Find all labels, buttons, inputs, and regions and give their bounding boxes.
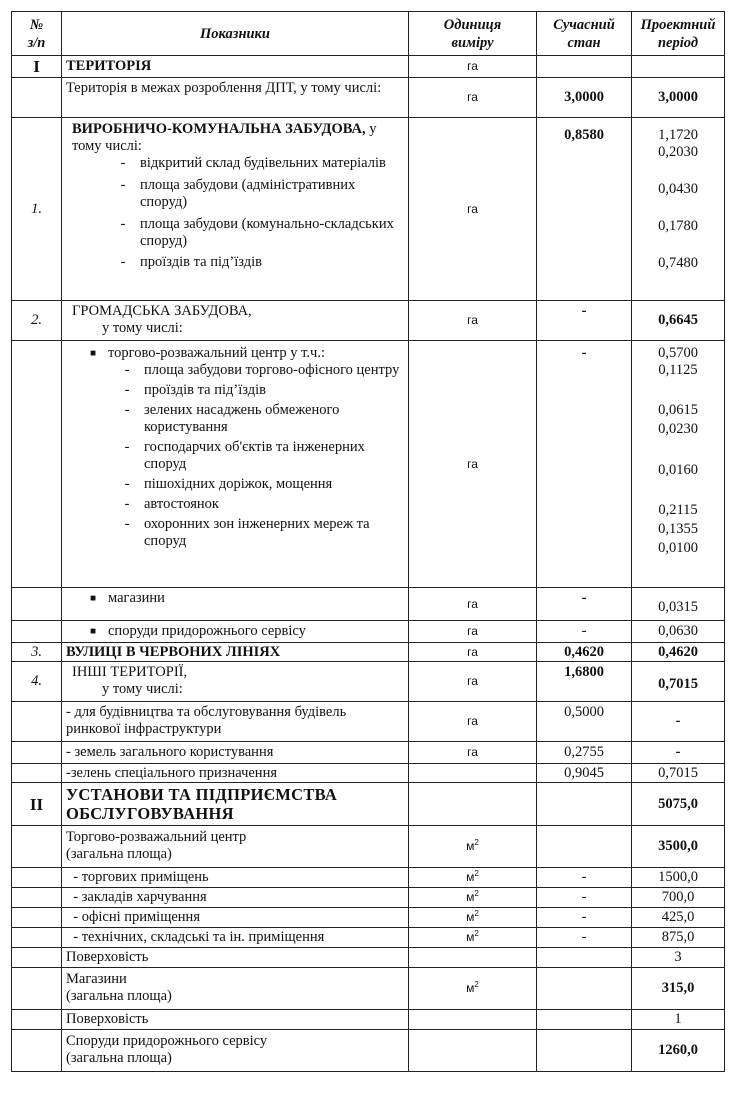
row-label: Поверховість <box>62 1010 409 1030</box>
dash: - <box>124 382 130 398</box>
row-label: - торгових приміщень <box>62 868 409 888</box>
sub-item: пішохідних доріжок, мощення <box>144 476 333 492</box>
row-number <box>12 1030 62 1072</box>
row-project: 0,7015 <box>632 662 725 702</box>
unit-text: м <box>466 890 475 904</box>
table-row <box>12 643 725 662</box>
row-unit <box>409 1010 537 1030</box>
row-unit <box>409 968 537 1010</box>
row-number <box>12 341 62 588</box>
table-row <box>12 948 725 968</box>
row-unit: га <box>409 341 537 588</box>
row-current: 0,8580 <box>537 118 632 301</box>
row-project: 5075,0 <box>632 783 725 826</box>
row-label <box>62 301 409 341</box>
row-label <box>62 621 409 643</box>
table-row <box>12 764 725 783</box>
row-number <box>12 928 62 948</box>
table-row <box>12 826 725 868</box>
row-label-rest: у тому числі: <box>102 681 183 697</box>
row-project: 315,0 <box>632 968 725 1010</box>
unit-sup: 2 <box>474 838 479 847</box>
row-number: 3. <box>12 643 62 662</box>
row-label: -зелень спеціального призначення <box>62 764 409 783</box>
row-current: 0,5000 <box>537 702 632 742</box>
row-number <box>12 908 62 928</box>
row-current: - <box>537 621 632 643</box>
row-label: ВУЛИЦІ В ЧЕРВОНИХ ЛІНІЯХ <box>62 643 409 662</box>
row-number <box>12 1010 62 1030</box>
row-label: Поверховість <box>62 948 409 968</box>
dash: - <box>120 254 126 270</box>
table-row <box>12 341 725 588</box>
dash: - <box>124 362 130 378</box>
row-unit: га <box>409 301 537 341</box>
sub-item: площа забудови торгово-офісного центру <box>144 362 400 378</box>
row-number: 1. <box>12 118 62 301</box>
dash: - <box>120 216 126 232</box>
sub-item: проїздів та під’їздів <box>140 254 262 270</box>
row-project: 0,7015 <box>632 764 725 783</box>
header-unit: Одиниця виміру <box>409 12 537 56</box>
row-number: 4. <box>12 662 62 702</box>
row-number: 2. <box>12 301 62 341</box>
row-project: 1 <box>632 1010 725 1030</box>
row-current <box>537 968 632 1010</box>
row-number <box>12 764 62 783</box>
row-label-text: магазини <box>108 590 165 606</box>
row-current: - <box>537 908 632 928</box>
row-project: 0,0315 <box>632 588 725 621</box>
project-total: 0,5700 <box>658 345 698 361</box>
row-number <box>12 888 62 908</box>
sub-item: автостоянок <box>144 496 219 512</box>
row-number <box>12 826 62 868</box>
row-unit: га <box>409 621 537 643</box>
table-row <box>12 928 725 948</box>
bullet-icon: ■ <box>89 626 97 637</box>
dash: - <box>120 155 126 171</box>
header-current: Сучасний стан <box>537 12 632 56</box>
dash: - <box>124 496 130 512</box>
sub-value: 0,0430 <box>658 181 698 197</box>
unit-sup: 2 <box>474 929 479 938</box>
table-row <box>12 118 725 301</box>
sub-item: охоронних зон інженерних мереж та споруд <box>144 516 370 549</box>
row-label <box>62 662 409 702</box>
row-label <box>62 826 409 868</box>
row-label-bold: Торгово-розважальний центр <box>66 829 247 845</box>
row-unit: га <box>409 588 537 621</box>
row-number <box>12 621 62 643</box>
row-unit <box>409 868 537 888</box>
sub-value: 0,1125 <box>658 362 698 378</box>
row-unit <box>409 928 537 948</box>
sub-value: 0,1355 <box>658 521 698 537</box>
row-unit: га <box>409 643 537 662</box>
row-current: 0,2755 <box>537 742 632 764</box>
row-unit: га <box>409 78 537 118</box>
sub-value: 0,0615 <box>658 402 698 418</box>
header-num: № з/п <box>12 12 62 56</box>
table-row <box>12 621 725 643</box>
row-number <box>12 968 62 1010</box>
table-row <box>12 588 725 621</box>
row-project: 700,0 <box>632 888 725 908</box>
table-row <box>12 702 725 742</box>
row-project: 425,0 <box>632 908 725 928</box>
row-project <box>632 118 725 301</box>
row-current <box>537 826 632 868</box>
row-unit <box>409 1030 537 1072</box>
row-unit <box>409 783 537 826</box>
row-current: - <box>537 301 632 341</box>
sub-value: 0,1780 <box>658 218 698 234</box>
dash: - <box>124 402 130 418</box>
row-unit <box>409 908 537 928</box>
row-project: - <box>632 702 725 742</box>
row-label-bold: ІНШІ ТЕРИТОРІЇ, <box>72 664 188 680</box>
sub-value: 0,0160 <box>658 462 698 478</box>
unit-text: м <box>466 910 475 924</box>
row-current: 1,6800 <box>537 662 632 702</box>
row-current <box>537 948 632 968</box>
row-current: - <box>537 341 632 588</box>
row-label-bold: Споруди придорожнього сервісу <box>66 1033 268 1049</box>
row-unit <box>409 948 537 968</box>
table-row <box>12 742 725 764</box>
row-number <box>12 868 62 888</box>
row-unit: га <box>409 742 537 764</box>
row-label: ТЕРИТОРІЯ <box>62 56 409 78</box>
row-unit <box>409 888 537 908</box>
row-current: - <box>537 928 632 948</box>
table-row <box>12 78 725 118</box>
row-label: Територія в межах розроблення ДПТ, у тому числі: <box>62 78 409 118</box>
table-row <box>12 56 725 78</box>
row-project: 0,0630 <box>632 621 725 643</box>
table-row <box>12 662 725 702</box>
row-label-text: торгово-розважальний центр у т.ч.: <box>108 345 325 361</box>
header-project: Проектний період <box>632 12 725 56</box>
row-label: УСТАНОВИ ТА ПІДПРИЄМСТВА ОБСЛУГОВУВАННЯ <box>62 783 409 826</box>
row-current: - <box>537 888 632 908</box>
table-row <box>12 783 725 826</box>
row-unit: га <box>409 56 537 78</box>
row-label <box>62 118 409 301</box>
row-label <box>62 968 409 1010</box>
sub-item: зелених насаджень обмеженого користування <box>144 402 340 435</box>
table-row <box>12 868 725 888</box>
unit-sup: 2 <box>474 909 479 918</box>
row-label-bold: Магазини <box>66 971 127 987</box>
row-project: 875,0 <box>632 928 725 948</box>
table-row <box>12 301 725 341</box>
row-number: II <box>12 783 62 826</box>
row-label-rest: (загальна площа) <box>66 846 172 862</box>
row-project: 3500,0 <box>632 826 725 868</box>
row-label-rest: у тому числі: <box>102 320 183 336</box>
row-current: 3,0000 <box>537 78 632 118</box>
row-current <box>537 1010 632 1030</box>
dash: - <box>124 476 130 492</box>
row-number <box>12 588 62 621</box>
row-project <box>632 341 725 588</box>
row-number <box>12 948 62 968</box>
row-current <box>537 56 632 78</box>
row-label-rest: (загальна площа) <box>66 988 172 1004</box>
sub-value: 0,2115 <box>658 502 698 518</box>
row-label <box>62 1030 409 1072</box>
dash: - <box>124 439 130 455</box>
header-row <box>12 12 725 56</box>
row-project: 3 <box>632 948 725 968</box>
sub-item: господарчих об'єктів та інженерних споруд <box>144 439 365 472</box>
bullet-icon: ■ <box>89 348 97 359</box>
row-project: 0,4620 <box>632 643 725 662</box>
unit-sup: 2 <box>474 980 479 989</box>
header-indicator: Показники <box>62 12 409 56</box>
sub-item: відкритий склад будівельних матеріалів <box>140 155 386 171</box>
row-project: - <box>632 742 725 764</box>
row-label <box>62 588 409 621</box>
table-row <box>12 908 725 928</box>
sub-item: проїздів та під’їздів <box>144 382 266 398</box>
row-unit <box>409 764 537 783</box>
row-current <box>537 783 632 826</box>
row-unit: га <box>409 662 537 702</box>
sub-value: 0,0230 <box>658 421 698 437</box>
row-project: 1260,0 <box>632 1030 725 1072</box>
row-label-bold: ВИРОБНИЧО-КОМУНАЛЬНА ЗАБУДОВА, <box>72 121 366 137</box>
row-current: 0,9045 <box>537 764 632 783</box>
unit-text: м <box>466 981 475 995</box>
row-current: - <box>537 868 632 888</box>
row-current: 0,4620 <box>537 643 632 662</box>
table-row <box>12 1030 725 1072</box>
row-label-rest: у тому числі: <box>72 121 377 154</box>
row-unit: га <box>409 702 537 742</box>
dash: - <box>124 516 130 532</box>
row-current <box>537 1030 632 1072</box>
row-number <box>12 78 62 118</box>
sub-item: площа забудови (комунально-складських споруд) <box>140 216 394 249</box>
unit-sup: 2 <box>474 869 479 878</box>
sub-value: 0,0100 <box>658 540 698 556</box>
sub-value: 0,2030 <box>658 144 698 160</box>
row-label: - закладів харчування <box>62 888 409 908</box>
row-number <box>12 742 62 764</box>
row-label: - офісні приміщення <box>62 908 409 928</box>
dash: - <box>120 177 126 193</box>
row-unit <box>409 826 537 868</box>
row-label-bold: ГРОМАДСЬКА ЗАБУДОВА, <box>72 303 252 319</box>
table-row <box>12 888 725 908</box>
row-unit: га <box>409 118 537 301</box>
row-number <box>12 702 62 742</box>
row-label-rest: (загальна площа) <box>66 1050 172 1066</box>
table-row <box>12 1010 725 1030</box>
row-label: - земель загального користування <box>62 742 409 764</box>
project-total: 1,1720 <box>658 127 698 143</box>
row-label-text: споруди придорожнього сервісу <box>108 623 306 639</box>
row-project: 1500,0 <box>632 868 725 888</box>
sub-value: 0,7480 <box>658 255 698 271</box>
table-row <box>12 968 725 1010</box>
unit-sup: 2 <box>474 889 479 898</box>
unit-text: м <box>466 930 475 944</box>
row-project: 3,0000 <box>632 78 725 118</box>
unit-text: м <box>466 839 475 853</box>
row-number: I <box>12 56 62 78</box>
bullet-icon: ■ <box>89 593 97 604</box>
row-label: - технічних, складські та ін. приміщення <box>62 928 409 948</box>
indicators-table <box>11 11 725 1072</box>
unit-text: м <box>466 870 475 884</box>
row-project <box>632 56 725 78</box>
row-project: 0,6645 <box>632 301 725 341</box>
row-label: - для будівництва та обслуговування будівель ринкової інфраструктури <box>62 702 409 742</box>
row-label <box>62 341 409 588</box>
row-current: - <box>537 588 632 621</box>
sub-item: площа забудови (адміністративних споруд) <box>140 177 356 210</box>
